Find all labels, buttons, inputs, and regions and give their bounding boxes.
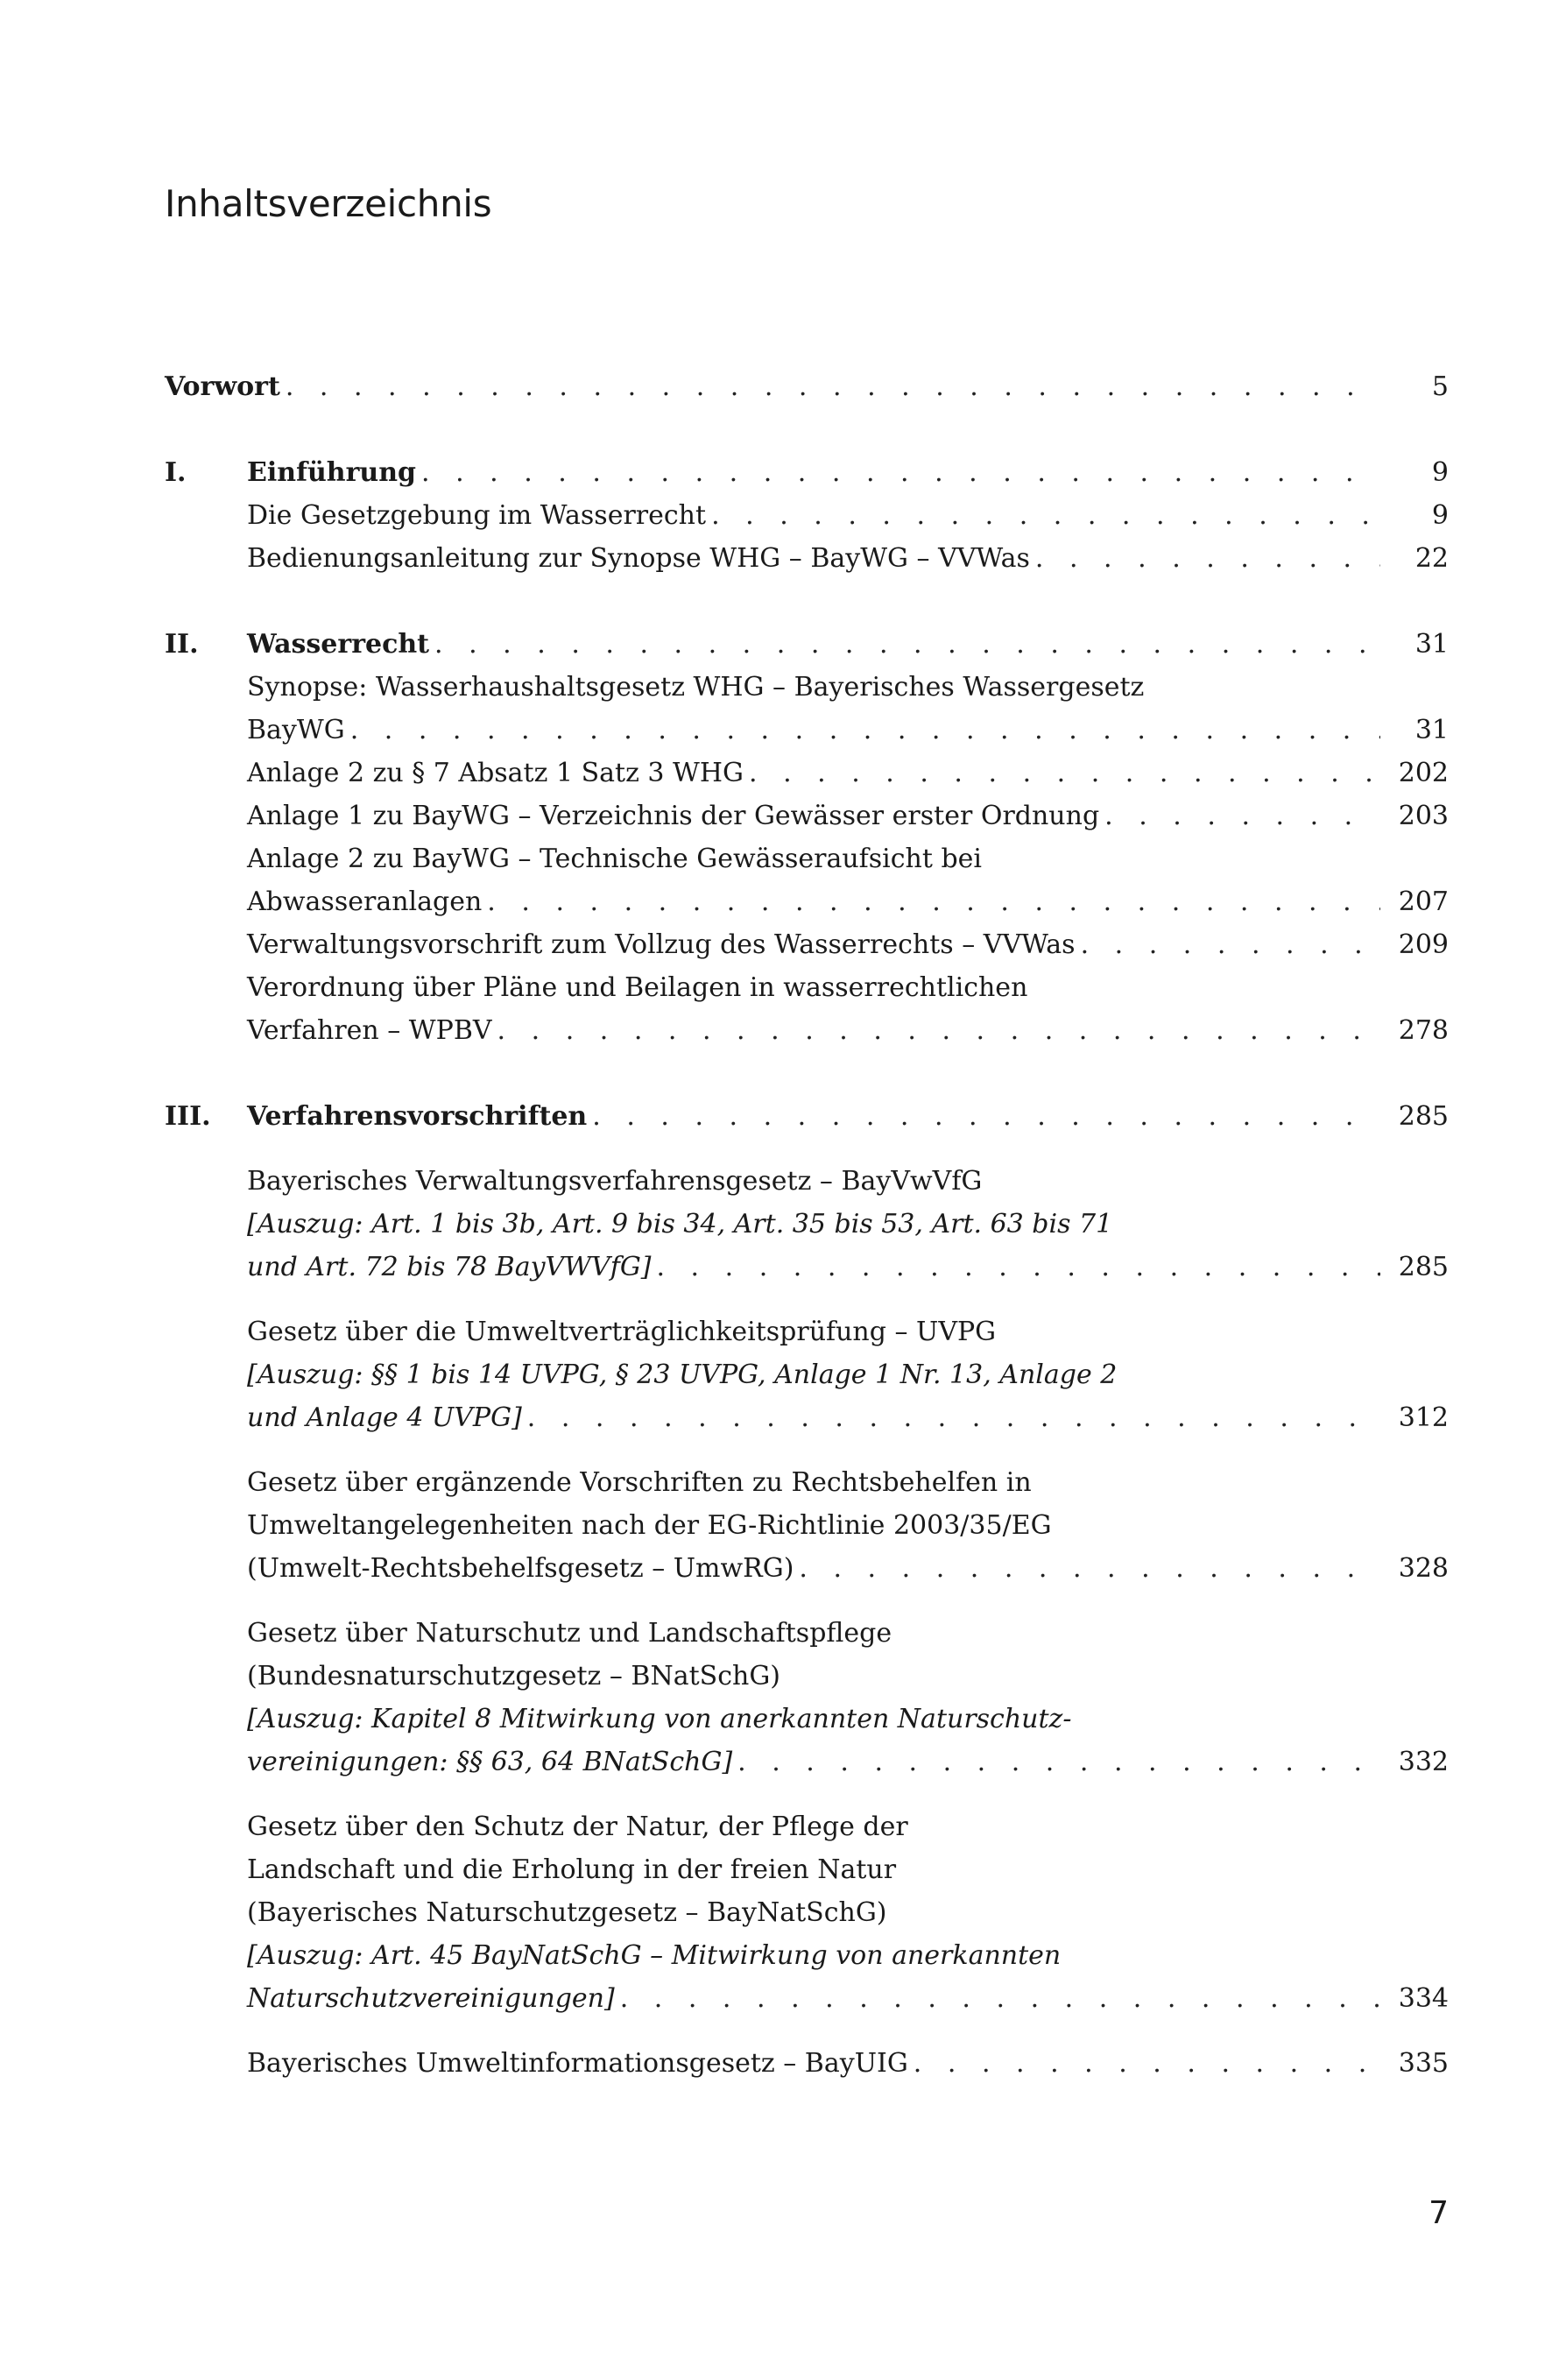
dot-leader [656,1246,1380,1289]
table-of-contents [165,365,1449,2085]
toc-entry-line[interactable] [165,880,1449,923]
toc-label: Anlage 2 zu BayWG – Technische Gewässeraufsicht bei [247,844,983,874]
toc-page-number: 203 [1398,801,1449,831]
toc-entry[interactable] [165,923,1449,966]
toc-entry-line[interactable] [165,1310,1449,1353]
toc-page-number: 31 [1414,715,1449,745]
toc-label: Verordnung über Pläne und Beilagen in wasserrechtlichen [247,972,1028,1003]
toc-excerpt-note: [Auszug: §§ 1 bis 14 UVPG, § 23 UVPG, Anlage 1 Nr. 13, Anlage 2 [247,1359,1118,1390]
toc-page-number: 202 [1398,758,1449,788]
toc-label: Umweltangelegenheiten nach der EG-Richtlinie 2003/35/EG [247,1510,1052,1541]
toc-entry[interactable] [165,795,1449,837]
section-number: I. [165,457,187,488]
toc-page-number: 31 [1414,629,1449,660]
dot-leader [711,494,1380,537]
toc-entry-line[interactable] [165,709,1449,752]
toc-label: Bayerisches Umweltinformationsgesetz – BayUIG [247,2048,908,2079]
toc-entry-line[interactable] [165,1655,1449,1698]
toc-entry-line[interactable] [165,1353,1449,1396]
dot-leader [1104,795,1380,837]
section-number: II. [165,629,199,660]
toc-entry-line[interactable] [165,1848,1449,1891]
toc-page-number: 312 [1398,1402,1449,1433]
toc-label: Bedienungsanleitung zur Synopse WHG – BayWG – VVWas [247,543,1030,574]
toc-page-number: 207 [1398,886,1449,917]
dot-leader [620,1977,1380,2020]
toc-page-number: 285 [1398,1101,1449,1132]
toc-excerpt-note: vereinigungen: §§ 63, 64 BNatSchG] [247,1747,733,1777]
toc-label: Gesetz über die Umweltverträglichkeitsprüfung – UVPG [247,1317,997,1347]
toc-entry-line[interactable] [165,1891,1449,1934]
toc-label: Landschaft und die Erholung in der freien Natur [247,1854,897,1885]
toc-section-2 [165,623,1449,1052]
dot-leader [527,1396,1380,1439]
toc-label: Verfahren – WPBV [247,1015,492,1046]
dot-leader [1081,923,1380,966]
toc-entry-vorwort[interactable] [165,365,1449,408]
page-title: Inhaltsverzeichnis [165,182,492,225]
toc-label: Einführung [247,457,417,488]
toc-excerpt-note: [Auszug: Art. 45 BayNatSchG – Mitwirkung von anerkannten [247,1940,1062,1971]
toc-section-heading[interactable] [165,623,1449,666]
toc-excerpt-note: [Auszug: Art. 1 bis 3b, Art. 9 bis 34, Art. 35 bis 53, Art. 63 bis 71 [247,1209,1113,1239]
toc-label: Verfahrensvorschriften [247,1101,588,1132]
toc-section-1 [165,451,1449,580]
toc-label: (Bayerisches Naturschutzgesetz – BayNatSchG) [247,1897,887,1928]
toc-entry-line[interactable] [165,1805,1449,1848]
toc-section-heading[interactable] [165,1095,1449,1138]
toc-label: Synopse: Wasserhaushaltsgesetz WHG – Bayerisches Wassergesetz [247,672,1145,703]
toc-label: Verwaltungsvorschrift zum Vollzug des Wasserrechts – VVWas [247,929,1076,960]
toc-page-number: 209 [1398,929,1449,960]
dot-leader [350,709,1380,752]
toc-label: Abwasseranlagen [247,886,483,917]
toc-page-number: 285 [1398,1252,1449,1282]
dot-leader [487,880,1380,923]
toc-entry-line[interactable] [165,1246,1449,1289]
toc-entry[interactable] [165,537,1449,580]
toc-excerpt-note: und Anlage 4 UVPG] [247,1402,522,1433]
toc-excerpt-note: [Auszug: Kapitel 8 Mitwirkung von anerkannten Naturschutz- [247,1704,1072,1734]
toc-entry-line[interactable] [165,837,1449,880]
toc-entry-line[interactable] [165,1977,1449,2020]
toc-entry[interactable] [165,2042,1449,2085]
toc-label: (Umwelt-Rechtsbehelfsgesetz – UmwRG) [247,1553,794,1584]
dot-leader [592,1095,1380,1138]
section-number: III. [165,1101,211,1132]
dot-leader [421,451,1380,494]
dot-leader [1035,537,1380,580]
toc-label: Anlage 2 zu § 7 Absatz 1 Satz 3 WHG [247,758,744,788]
toc-page-number: 334 [1398,1983,1449,2014]
toc-entry-line[interactable] [165,1612,1449,1655]
toc-entry-line[interactable] [165,1009,1449,1052]
toc-entry-line[interactable] [165,1504,1449,1547]
toc-page-number: 22 [1414,543,1449,574]
toc-label: (Bundesnaturschutzgesetz – BNatSchG) [247,1661,780,1691]
toc-section-heading[interactable] [165,451,1449,494]
toc-entry-line[interactable] [165,1203,1449,1246]
toc-label: Bayerisches Verwaltungsverfahrensgesetz – BayVwVfG [247,1166,983,1197]
toc-entry-line[interactable] [165,1160,1449,1203]
toc-label: Wasserrecht [247,629,430,660]
toc-entry-line[interactable] [165,666,1449,709]
toc-label: Gesetz über den Schutz der Natur, der Pflege der [247,1811,908,1842]
dot-leader [286,365,1380,408]
toc-entry-line[interactable] [165,1741,1449,1783]
toc-label: Anlage 1 zu BayWG – Verzeichnis der Gewässer erster Ordnung [247,801,1100,831]
dot-leader [799,1547,1380,1590]
toc-page-number: 328 [1398,1553,1449,1584]
dot-leader [497,1009,1380,1052]
toc-entry[interactable] [165,494,1449,537]
toc-label: Gesetz über ergänzende Vorschriften zu Rechtsbehelfen in [247,1467,1032,1498]
toc-excerpt-note: Naturschutzvereinigungen] [247,1983,615,2014]
toc-page-number: 332 [1398,1747,1449,1777]
dot-leader [914,2042,1380,2085]
toc-label: Gesetz über Naturschutz und Landschaftspflege [247,1618,892,1649]
toc-section-3 [165,1095,1449,2085]
toc-entry-line[interactable] [165,966,1449,1009]
dot-leader [737,1741,1380,1783]
toc-excerpt-note: und Art. 72 bis 78 BayVWVfG] [247,1252,652,1282]
toc-label: Die Gesetzgebung im Wasserrecht [247,500,707,531]
toc-page-number: 9 [1431,500,1449,531]
toc-entry-line[interactable] [165,1698,1449,1741]
toc-entry-line[interactable] [165,1396,1449,1439]
toc-entry[interactable] [165,752,1449,795]
toc-entry-line[interactable] [165,1934,1449,1977]
toc-page-number: 278 [1398,1015,1449,1046]
toc-entry-line[interactable] [165,1461,1449,1504]
toc-page-number: 335 [1398,2048,1449,2079]
dot-leader [749,752,1380,795]
dot-leader [434,623,1380,666]
toc-page-number: 9 [1431,457,1449,488]
toc-label: BayWG [247,715,345,745]
page-folio: 7 [1429,2195,1449,2231]
toc-page-number: 5 [1431,371,1449,402]
toc-label: Vorwort [165,371,280,402]
toc-entry-line[interactable] [165,1547,1449,1590]
